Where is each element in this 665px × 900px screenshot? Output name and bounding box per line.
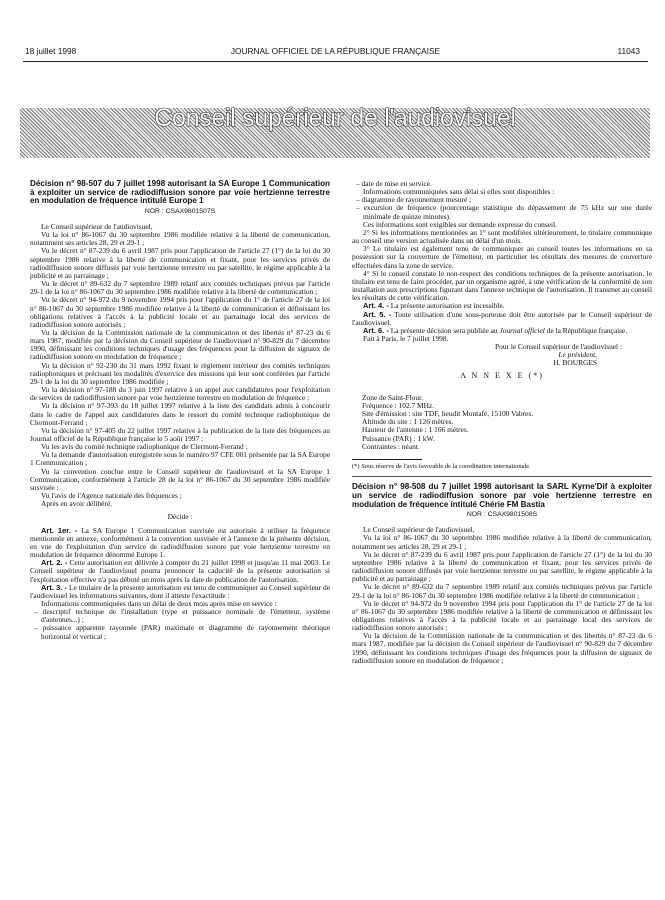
visa-paragraph: Vu la décision n° 97-188 du 3 juin 1997 relative à un appel aux candidatures pour l'exploitation de services de radiodiffusion sonore par voie hertzienne terrestre en modulation de fréquence ; — [30, 385, 330, 403]
article-3: Art. 3. - Le titulaire de la présente autorisation est tenu de communiquer au Conseil supérieur de l'audiovisuel les informations suivantes, dont il atteste l'exactitude : — [30, 582, 330, 600]
annex-line: Puissance (PAR) : 1 kW. — [362, 433, 435, 443]
visa-paragraph: Vu le décret n° 94-972 du 9 novembre 1994 pris pour l'application du 1° de l'article 27 de la loi n° 86-1067 du 30 septembre 1986 modifiée relative à la liberté de communication et définissant les obligations relatives à l'accès à la publicité locale et au parrainage local des services de radiodiffusion sonore autorisés ; — [30, 295, 330, 329]
visa-paragraph: Vu le décret n° 87-239 du 6 avril 1987 pris pour l'application de l'article 27 (1°) de la loi du 30 septembre 1986 relative à la liberté de communication et fixant, pour les services privés de radiodiffusion sonore diffusés par voie hertzienne terrestre ou par satellite, le régime applicable à la publicité et au parrainage ; — [352, 549, 652, 584]
decision-title: Décision n° 98-508 du 7 juillet 1998 autorisant la SARL Kyrne'Dif à exploiter un service de radiodiffusion sonore par voie hertzienne terrestre en modulation de fréquence intitulé Chérie FM Bastia — [352, 482, 652, 509]
annex-title: A N N E X E (*) — [460, 370, 544, 380]
article-label: Art. 1er. - — [41, 525, 78, 535]
annex-line: Zone de Saint-Flour. — [362, 392, 423, 402]
visa-paragraph: Vu le décret n° 89-632 du 7 septembre 1989 relatif aux comités techniques prévus par l'article 29-1 de la loi n° 86-1067 du 30 septembre 1986 modifiée relative à la liberté de communication ; — [30, 279, 330, 297]
decide-heading: Décide : — [167, 512, 193, 522]
list-item: – descriptif technique de l'installation (type et puissance nominale de l'émetteur, système d'antennes...) ; — [34, 607, 330, 625]
section-banner — [20, 104, 650, 158]
info-note: Ces informations sont exigibles sur demande expresse du conseil. — [363, 219, 557, 229]
page-number: 11043 — [617, 46, 640, 56]
visa-paragraph: Vu la décision n° 92-230 du 31 mars 1992 fixant le règlement intérieur des comités techniques radiophoniques et précisant les modalités d'exercice des missions qui leur sont conférées par l'article 29-1 de la loi du 30 septembre 1986 modifiée ; — [30, 360, 330, 386]
visa-paragraph: Vu la décision de la Commission nationale de la communication et des libertés n° 87-23 du 6 mars 1987, modifiée par la décision du Conseil supérieur de l'audiovisuel n° 90-829 du 7 décembre 1990, définissant les conditions techniques d'usage des fréquences pour la diffusion de signaux de radiodiffusion sonore en modulation de fréquence ; — [352, 631, 652, 665]
list-item: – diagramme de rayonnement mesuré ; — [356, 195, 472, 205]
visa-paragraph: Vu le décret n° 89-632 du 7 septembre 1989 relatif aux comités techniques prévus par l'article 29-1 de la loi n° 86-1067 du 30 septembre 1986 modifiée relative à la liberté de communication ; — [352, 582, 652, 600]
article-label: Art. 2. - — [41, 558, 68, 568]
article-label: Art. 3. - — [41, 582, 68, 592]
paragraph-2: 2° Si les informations mentionnées au 1° sont modifiées ultérieurement, le titulaire communique au conseil une version actualisée dans un délai d'un mois. — [352, 227, 652, 246]
info-heading: Informations communiquées dans un délai de deux mois après mise en service : — [41, 598, 277, 608]
annex-line: Altitude du site : 1 126 mètres. — [362, 417, 454, 427]
visa-paragraph: Vu le décret n° 94-972 du 9 novembre 1994 pris pour l'application du 1° de l'article 27 de la loi n° 86-1067 du 30 septembre 1986 modifiée relative à la liberté de communication et définissant les obligations relatives à l'accès à la publicité locale et au parrainage local des services de radiodiffusion sonore autorisés ; — [352, 598, 652, 633]
article-1: Art. 1er. - La SA Europe 1 Communication susvisée est autorisée à utiliser la fréquence mentionnée en annexe, conformément à la convention susvisée et à l'annexe de la présente décision, en vue de l'exploitation d'un service de radiodiffusion sonore par voie hertzienne terrestre en modulation de fréquence dénommé Europe 1. — [30, 525, 330, 560]
article-5: Art. 5. - Toute utilisation d'une sous-porteuse doit être autorisée par le Conseil supérieur de l'audiovisuel. — [352, 309, 652, 327]
visa-paragraph: Vu la loi n° 86-1067 du 30 septembre 1986 modifiée relative à la liberté de communication, notamment ses articles 28, 29 et 29-1 ; — [352, 533, 652, 551]
visa-paragraph: Vu l'avis de l'Agence nationale des fréquences ; — [41, 491, 182, 501]
visa-paragraph: Vu la demande d'autorisation enregistrée sous le numéro 97 CFE 001 présentée par la SA Europe 1 Communication ; — [30, 450, 330, 468]
footnote: (*) Sous réserve de l'avis favorable de la coordination internationale. — [352, 462, 531, 470]
running-header — [23, 47, 648, 59]
visa-paragraph: Après en avoir délibéré, — [41, 499, 113, 509]
article-2: Art. 2. - Cette autorisation est délivrée à compter du 21 juillet 1998 et jusqu'au 11 mai 2003. Le Conseil supérieur de l'audiovisuel pourra prononcer la caducité de la présente autorisation si l'exploitation effective n'a pas débuté un mois après la date de publication de l'autorisation. — [30, 558, 330, 584]
visa-paragraph: Vu la décision n° 97-393 du 18 juillet 1997 relative à la liste des candidats admis à concourir dans le cadre de l'appel aux candidatures dans le ressort du comité technique radiophonique de Clermont-Ferrand ; — [30, 401, 330, 427]
signature-name: H. BOURGES — [553, 358, 597, 368]
article-6: Art. 6. - La présente décision sera publiée au Journal officiel de la République française. — [363, 325, 628, 335]
visa-paragraph: Vu la loi n° 86-1067 du 30 septembre 1986 modifiée relative à la liberté de communication, notamment ses articles 28, 29 et 29-1 ; — [30, 230, 330, 248]
paragraph-3: 3° Le titulaire est également tenu de communiquer au conseil toutes les informations en sa possession sur la couverture de l'émetteur, en particulier les résultats des mesures de couverture effectuées dans la zone de service. — [352, 244, 652, 270]
left-column — [30, 180, 330, 641]
footnote-rule — [352, 459, 422, 460]
nor-reference: NOR : CSAX9801507S — [144, 207, 216, 215]
right-column — [352, 180, 652, 665]
paragraph-4: 4° Si le conseil constate le non-respect des conditions techniques de la présente autorisation, le titulaire est tenu de faire procéder, par un organisme agréé, à une vérification de la conformité de son installation aux prescriptions figurant dans l'annexe technique de l'autorisation. Il transmet au conseil les résultats de cette vérification. — [352, 268, 652, 303]
decision-separator — [352, 476, 652, 477]
annex-line: Fréquence : 102.7 MHz. — [362, 400, 435, 410]
visa-paragraph: Vu le décret n° 87-239 du 6 avril 1987 pris pour l'application de l'article 27 (1°) de la loi du 30 septembre 1986 relative à la liberté de communication et fixant, pour les services privés de radiodiffusion sonore diffusés par voie hertzienne terrestre ou par satellite, le régime applicable à la publicité et au parrainage ; — [30, 246, 330, 280]
place-date: Fait à Paris, le 7 juillet 1998. — [363, 333, 449, 343]
issue-date: 18 juillet 1998 — [25, 46, 77, 56]
signature-for: Pour le Conseil supérieur de l'audiovisuel : — [495, 342, 622, 352]
nor-reference: NOR : CSAX9801508S — [466, 511, 538, 519]
annex-line: Hauteur de l'antenne : 1 166 mètres. — [362, 425, 469, 435]
annex-line: Site d'émission : site TDF, lieudit Montafé, 15100 Vabres. — [362, 409, 534, 419]
article-4: Art. 4. - La présente autorisation est incessible. — [363, 301, 505, 311]
banner-title: Conseil supérieur de l'audiovisuel — [154, 104, 516, 132]
visa-paragraph: Vu les avis du comité technique radiophonique de Clermont-Ferrand ; — [41, 442, 248, 452]
intro-line: Le Conseil supérieur de l'audiovisuel, — [41, 221, 153, 231]
visa-paragraph: Vu la décision n° 97-405 du 22 juillet 1997 relative à la publication de la liste des fréquences au Journal officiel de la République française le 5 août 1997 ; — [30, 425, 330, 443]
list-item: – excursion de fréquence (pourcentage statistique du dépassement de 75 kHz sur une durée minimale de quinze minutes). — [356, 203, 652, 221]
info-heading: Informations communiquées sans délai si elles sont disponibles : — [363, 187, 555, 197]
journal-title: JOURNAL OFFICIEL DE LA RÉPUBLIQUE FRANÇAISE — [230, 46, 441, 56]
visa-paragraph: Vu la décision de la Commission nationale de la communication et des libertés n° 87-23 du 6 mars 1987, modifiée par la décision du Conseil supérieur de l'audiovisuel n° 90-829 du 7 décembre 1990, définissant les conditions techniques d'usage des fréquences pour la diffusion de signaux de radiodiffusion sonore en modulation de fréquence ; — [30, 327, 330, 362]
header-rule — [23, 61, 648, 62]
list-item: – puissance apparente rayonnée (PAR) maximale et diagramme de rayonnement théorique horizontal et vertical ; — [34, 623, 330, 641]
intro-line: Le Conseil supérieur de l'audiovisuel, — [363, 525, 475, 535]
annex-line: Contraintes : néant. — [362, 441, 420, 451]
decision-title: Décision n° 98-507 du 7 juillet 1998 autorisant la SA Europe 1 Communication à exploiter un service de radiodiffusion sonore par voie hertzienne terrestre en modulation de fréquence intitulé Europe 1 — [30, 179, 330, 206]
list-item: – date de mise en service. — [356, 179, 432, 188]
visa-paragraph: Vu la convention conclue entre le Conseil supérieur de l'audiovisuel et la SA Europe 1 Communication, conformément à l'article 28 de la loi n° 86-1067 du 30 septembre 1986 modifiée susvisée ; — [30, 466, 330, 492]
signature-role: Le président, — [558, 350, 597, 360]
